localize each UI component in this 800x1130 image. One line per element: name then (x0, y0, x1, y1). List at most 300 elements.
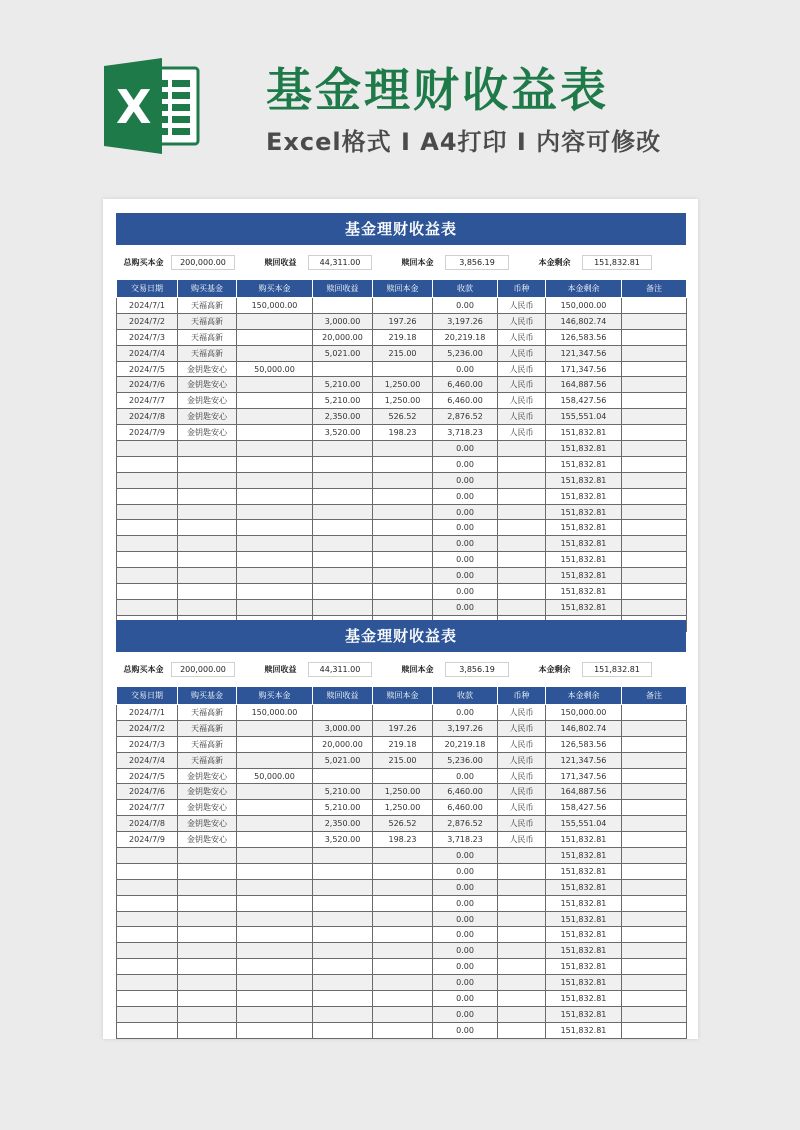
cell-trade-date[interactable] (117, 879, 178, 895)
cell-receipt[interactable]: 0.00 (433, 599, 498, 615)
cell-redeemed-income[interactable] (313, 959, 373, 975)
cell-receipt[interactable]: 6,460.00 (433, 784, 498, 800)
cell-remarks[interactable] (622, 720, 687, 736)
cell-remarks[interactable] (622, 943, 687, 959)
cell-redeemed-principal[interactable] (373, 895, 433, 911)
cell-remaining-principal[interactable]: 158,427.56 (546, 393, 622, 409)
cell-fund-name[interactable] (178, 943, 237, 959)
cell-fund-name[interactable] (178, 599, 237, 615)
cell-redeemed-income[interactable] (313, 927, 373, 943)
cell-fund-name[interactable]: 金钥匙安心 (178, 377, 237, 393)
cell-trade-date[interactable] (117, 488, 178, 504)
cell-purchase-principal[interactable] (237, 943, 313, 959)
cell-trade-date[interactable] (117, 895, 178, 911)
column-header-fund-name[interactable]: 购买基金 (178, 687, 237, 705)
cell-redeemed-income[interactable]: 3,520.00 (313, 832, 373, 848)
column-header-remarks[interactable]: 备注 (622, 280, 687, 298)
cell-purchase-principal[interactable] (237, 863, 313, 879)
cell-purchase-principal[interactable] (237, 895, 313, 911)
cell-redeemed-income[interactable] (313, 879, 373, 895)
cell-remaining-principal[interactable]: 158,427.56 (546, 800, 622, 816)
cell-redeemed-income[interactable]: 5,210.00 (313, 393, 373, 409)
cell-trade-date[interactable] (117, 991, 178, 1007)
cell-purchase-principal[interactable] (237, 752, 313, 768)
cell-remaining-principal[interactable]: 150,000.00 (546, 298, 622, 314)
cell-remarks[interactable] (622, 991, 687, 1007)
cell-receipt[interactable]: 20,219.18 (433, 329, 498, 345)
cell-remarks[interactable] (622, 488, 687, 504)
cell-receipt[interactable]: 3,718.23 (433, 832, 498, 848)
cell-receipt[interactable]: 0.00 (433, 552, 498, 568)
cell-receipt[interactable]: 0.00 (433, 584, 498, 600)
summary-value-redeemed-income[interactable]: 44,311.00 (308, 662, 372, 677)
cell-trade-date[interactable]: 2024/7/3 (117, 736, 178, 752)
cell-remarks[interactable] (622, 425, 687, 441)
cell-redeemed-income[interactable]: 5,210.00 (313, 377, 373, 393)
cell-purchase-principal[interactable] (237, 568, 313, 584)
cell-redeemed-income[interactable] (313, 705, 373, 721)
cell-receipt[interactable]: 0.00 (433, 456, 498, 472)
cell-receipt[interactable]: 0.00 (433, 568, 498, 584)
cell-trade-date[interactable]: 2024/7/2 (117, 720, 178, 736)
cell-remarks[interactable] (622, 784, 687, 800)
cell-remaining-principal[interactable]: 146,802.74 (546, 720, 622, 736)
cell-redeemed-principal[interactable] (373, 520, 433, 536)
cell-redeemed-principal[interactable] (373, 863, 433, 879)
cell-purchase-principal[interactable] (237, 345, 313, 361)
cell-remarks[interactable] (622, 520, 687, 536)
cell-trade-date[interactable]: 2024/7/2 (117, 313, 178, 329)
cell-receipt[interactable]: 0.00 (433, 1022, 498, 1038)
cell-receipt[interactable]: 5,236.00 (433, 345, 498, 361)
cell-currency[interactable] (498, 975, 546, 991)
cell-redeemed-income[interactable]: 3,520.00 (313, 425, 373, 441)
cell-remaining-principal[interactable]: 151,832.81 (546, 863, 622, 879)
cell-receipt[interactable]: 0.00 (433, 536, 498, 552)
cell-redeemed-principal[interactable]: 215.00 (373, 752, 433, 768)
cell-receipt[interactable]: 0.00 (433, 361, 498, 377)
cell-purchase-principal[interactable] (237, 377, 313, 393)
cell-remarks[interactable] (622, 736, 687, 752)
cell-redeemed-income[interactable] (313, 1006, 373, 1022)
cell-purchase-principal[interactable] (237, 959, 313, 975)
cell-fund-name[interactable] (178, 895, 237, 911)
cell-currency[interactable]: 人民币 (498, 800, 546, 816)
summary-value-redeemed-income[interactable]: 44,311.00 (308, 255, 372, 270)
cell-currency[interactable]: 人民币 (498, 329, 546, 345)
cell-purchase-principal[interactable]: 150,000.00 (237, 298, 313, 314)
cell-currency[interactable]: 人民币 (498, 298, 546, 314)
cell-remarks[interactable] (622, 832, 687, 848)
cell-fund-name[interactable] (178, 536, 237, 552)
cell-redeemed-principal[interactable] (373, 568, 433, 584)
column-header-receipt[interactable]: 收款 (433, 687, 498, 705)
cell-redeemed-income[interactable]: 2,350.00 (313, 816, 373, 832)
cell-remaining-principal[interactable]: 151,832.81 (546, 879, 622, 895)
cell-receipt[interactable]: 2,876.52 (433, 409, 498, 425)
cell-remaining-principal[interactable]: 151,832.81 (546, 1022, 622, 1038)
cell-trade-date[interactable] (117, 599, 178, 615)
cell-currency[interactable] (498, 568, 546, 584)
cell-remaining-principal[interactable]: 151,832.81 (546, 1006, 622, 1022)
cell-redeemed-income[interactable] (313, 1022, 373, 1038)
cell-trade-date[interactable] (117, 959, 178, 975)
cell-remarks[interactable] (622, 1006, 687, 1022)
cell-remarks[interactable] (622, 409, 687, 425)
cell-redeemed-principal[interactable]: 1,250.00 (373, 784, 433, 800)
cell-receipt[interactable]: 0.00 (433, 298, 498, 314)
cell-remaining-principal[interactable]: 151,832.81 (546, 472, 622, 488)
cell-fund-name[interactable]: 天福高新 (178, 752, 237, 768)
cell-remarks[interactable] (622, 504, 687, 520)
cell-receipt[interactable]: 0.00 (433, 911, 498, 927)
cell-fund-name[interactable] (178, 472, 237, 488)
cell-redeemed-income[interactable] (313, 975, 373, 991)
cell-receipt[interactable]: 2,876.52 (433, 816, 498, 832)
cell-fund-name[interactable] (178, 927, 237, 943)
cell-currency[interactable] (498, 504, 546, 520)
cell-currency[interactable]: 人民币 (498, 393, 546, 409)
cell-fund-name[interactable] (178, 911, 237, 927)
cell-trade-date[interactable]: 2024/7/4 (117, 752, 178, 768)
cell-redeemed-principal[interactable] (373, 298, 433, 314)
cell-receipt[interactable]: 6,460.00 (433, 377, 498, 393)
cell-remaining-principal[interactable]: 151,832.81 (546, 599, 622, 615)
cell-purchase-principal[interactable] (237, 736, 313, 752)
cell-redeemed-principal[interactable]: 198.23 (373, 425, 433, 441)
cell-redeemed-income[interactable] (313, 552, 373, 568)
cell-remarks[interactable] (622, 393, 687, 409)
cell-redeemed-principal[interactable] (373, 1006, 433, 1022)
cell-fund-name[interactable] (178, 552, 237, 568)
cell-trade-date[interactable]: 2024/7/5 (117, 768, 178, 784)
cell-trade-date[interactable] (117, 975, 178, 991)
cell-fund-name[interactable]: 天福高新 (178, 736, 237, 752)
column-header-currency[interactable]: 币种 (498, 280, 546, 298)
cell-redeemed-income[interactable]: 20,000.00 (313, 736, 373, 752)
cell-trade-date[interactable] (117, 536, 178, 552)
cell-trade-date[interactable] (117, 863, 178, 879)
cell-redeemed-principal[interactable]: 526.52 (373, 816, 433, 832)
cell-fund-name[interactable]: 天福高新 (178, 313, 237, 329)
cell-purchase-principal[interactable] (237, 599, 313, 615)
cell-receipt[interactable]: 0.00 (433, 991, 498, 1007)
cell-purchase-principal[interactable] (237, 520, 313, 536)
cell-remaining-principal[interactable]: 126,583.56 (546, 736, 622, 752)
cell-redeemed-principal[interactable]: 197.26 (373, 720, 433, 736)
cell-trade-date[interactable]: 2024/7/8 (117, 409, 178, 425)
cell-currency[interactable] (498, 848, 546, 864)
cell-currency[interactable] (498, 1022, 546, 1038)
cell-currency[interactable] (498, 927, 546, 943)
cell-currency[interactable] (498, 991, 546, 1007)
cell-currency[interactable] (498, 943, 546, 959)
cell-purchase-principal[interactable] (237, 911, 313, 927)
cell-currency[interactable]: 人民币 (498, 768, 546, 784)
cell-currency[interactable] (498, 863, 546, 879)
column-header-fund-name[interactable]: 购买基金 (178, 280, 237, 298)
cell-remarks[interactable] (622, 599, 687, 615)
summary-value-remaining-principal[interactable]: 151,832.81 (582, 662, 652, 677)
summary-value-redeemed-principal[interactable]: 3,856.19 (445, 662, 509, 677)
cell-currency[interactable] (498, 520, 546, 536)
cell-remaining-principal[interactable]: 150,000.00 (546, 705, 622, 721)
cell-redeemed-income[interactable]: 2,350.00 (313, 409, 373, 425)
cell-purchase-principal[interactable] (237, 425, 313, 441)
cell-remarks[interactable] (622, 816, 687, 832)
cell-currency[interactable]: 人民币 (498, 377, 546, 393)
cell-remarks[interactable] (622, 848, 687, 864)
cell-remarks[interactable] (622, 879, 687, 895)
cell-fund-name[interactable]: 金钥匙安心 (178, 784, 237, 800)
cell-trade-date[interactable]: 2024/7/1 (117, 298, 178, 314)
cell-purchase-principal[interactable] (237, 488, 313, 504)
cell-redeemed-income[interactable] (313, 848, 373, 864)
cell-redeemed-income[interactable] (313, 488, 373, 504)
cell-trade-date[interactable]: 2024/7/6 (117, 377, 178, 393)
cell-redeemed-principal[interactable]: 219.18 (373, 736, 433, 752)
cell-purchase-principal[interactable]: 50,000.00 (237, 768, 313, 784)
cell-redeemed-income[interactable] (313, 361, 373, 377)
cell-remaining-principal[interactable]: 151,832.81 (546, 536, 622, 552)
cell-currency[interactable] (498, 959, 546, 975)
cell-remarks[interactable] (622, 456, 687, 472)
cell-trade-date[interactable]: 2024/7/4 (117, 345, 178, 361)
cell-redeemed-income[interactable]: 5,021.00 (313, 752, 373, 768)
cell-remaining-principal[interactable]: 164,887.56 (546, 377, 622, 393)
cell-redeemed-principal[interactable]: 215.00 (373, 345, 433, 361)
cell-trade-date[interactable]: 2024/7/5 (117, 361, 178, 377)
cell-redeemed-income[interactable] (313, 599, 373, 615)
cell-trade-date[interactable]: 2024/7/1 (117, 705, 178, 721)
cell-remaining-principal[interactable]: 121,347.56 (546, 752, 622, 768)
cell-receipt[interactable]: 0.00 (433, 472, 498, 488)
cell-remaining-principal[interactable]: 151,832.81 (546, 456, 622, 472)
cell-remarks[interactable] (622, 1022, 687, 1038)
cell-remarks[interactable] (622, 345, 687, 361)
cell-purchase-principal[interactable] (237, 1006, 313, 1022)
cell-currency[interactable] (498, 879, 546, 895)
cell-purchase-principal[interactable] (237, 1022, 313, 1038)
cell-remaining-principal[interactable]: 151,832.81 (546, 520, 622, 536)
cell-trade-date[interactable] (117, 441, 178, 457)
cell-fund-name[interactable] (178, 568, 237, 584)
summary-value-redeemed-principal[interactable]: 3,856.19 (445, 255, 509, 270)
cell-redeemed-principal[interactable] (373, 584, 433, 600)
cell-currency[interactable]: 人民币 (498, 784, 546, 800)
cell-purchase-principal[interactable] (237, 441, 313, 457)
cell-fund-name[interactable]: 金钥匙安心 (178, 768, 237, 784)
cell-redeemed-income[interactable] (313, 911, 373, 927)
cell-remarks[interactable] (622, 768, 687, 784)
cell-fund-name[interactable]: 天福高新 (178, 720, 237, 736)
cell-fund-name[interactable]: 金钥匙安心 (178, 361, 237, 377)
cell-purchase-principal[interactable] (237, 472, 313, 488)
cell-remarks[interactable] (622, 377, 687, 393)
cell-receipt[interactable]: 0.00 (433, 879, 498, 895)
cell-redeemed-principal[interactable] (373, 504, 433, 520)
cell-currency[interactable] (498, 599, 546, 615)
cell-redeemed-principal[interactable]: 1,250.00 (373, 393, 433, 409)
cell-redeemed-income[interactable] (313, 456, 373, 472)
cell-redeemed-income[interactable]: 5,210.00 (313, 800, 373, 816)
cell-currency[interactable]: 人民币 (498, 752, 546, 768)
cell-fund-name[interactable] (178, 1022, 237, 1038)
cell-trade-date[interactable]: 2024/7/6 (117, 784, 178, 800)
cell-remarks[interactable] (622, 911, 687, 927)
cell-trade-date[interactable]: 2024/7/9 (117, 425, 178, 441)
cell-remarks[interactable] (622, 441, 687, 457)
cell-receipt[interactable]: 0.00 (433, 488, 498, 504)
cell-currency[interactable] (498, 584, 546, 600)
cell-currency[interactable] (498, 456, 546, 472)
cell-receipt[interactable]: 0.00 (433, 943, 498, 959)
cell-fund-name[interactable]: 天福高新 (178, 298, 237, 314)
cell-redeemed-principal[interactable]: 197.26 (373, 313, 433, 329)
cell-trade-date[interactable] (117, 520, 178, 536)
cell-trade-date[interactable] (117, 472, 178, 488)
cell-receipt[interactable]: 6,460.00 (433, 393, 498, 409)
cell-trade-date[interactable]: 2024/7/7 (117, 800, 178, 816)
cell-remarks[interactable] (622, 552, 687, 568)
cell-redeemed-principal[interactable]: 1,250.00 (373, 800, 433, 816)
cell-purchase-principal[interactable] (237, 832, 313, 848)
cell-redeemed-principal[interactable]: 219.18 (373, 329, 433, 345)
cell-redeemed-principal[interactable] (373, 768, 433, 784)
cell-redeemed-income[interactable] (313, 943, 373, 959)
cell-trade-date[interactable] (117, 911, 178, 927)
cell-remaining-principal[interactable]: 151,832.81 (546, 552, 622, 568)
cell-receipt[interactable]: 0.00 (433, 504, 498, 520)
cell-remaining-principal[interactable]: 151,832.81 (546, 425, 622, 441)
cell-fund-name[interactable]: 金钥匙安心 (178, 409, 237, 425)
cell-remarks[interactable] (622, 584, 687, 600)
cell-redeemed-principal[interactable]: 526.52 (373, 409, 433, 425)
cell-remaining-principal[interactable]: 151,832.81 (546, 959, 622, 975)
column-header-redeemed-income[interactable]: 赎回收益 (313, 687, 373, 705)
cell-currency[interactable]: 人民币 (498, 345, 546, 361)
cell-remarks[interactable] (622, 895, 687, 911)
cell-redeemed-principal[interactable] (373, 911, 433, 927)
cell-trade-date[interactable]: 2024/7/7 (117, 393, 178, 409)
cell-redeemed-income[interactable]: 20,000.00 (313, 329, 373, 345)
cell-redeemed-principal[interactable] (373, 441, 433, 457)
cell-remarks[interactable] (622, 752, 687, 768)
column-header-redeemed-income[interactable]: 赎回收益 (313, 280, 373, 298)
cell-trade-date[interactable] (117, 504, 178, 520)
cell-remarks[interactable] (622, 863, 687, 879)
cell-fund-name[interactable]: 金钥匙安心 (178, 816, 237, 832)
cell-remarks[interactable] (622, 298, 687, 314)
cell-redeemed-principal[interactable] (373, 456, 433, 472)
summary-value-total-principal[interactable]: 200,000.00 (171, 255, 235, 270)
cell-purchase-principal[interactable] (237, 927, 313, 943)
column-header-redeemed-principal[interactable]: 赎回本金 (373, 687, 433, 705)
column-header-purchase-principal[interactable]: 购买本金 (237, 280, 313, 298)
cell-remaining-principal[interactable]: 151,832.81 (546, 975, 622, 991)
cell-fund-name[interactable] (178, 504, 237, 520)
cell-trade-date[interactable] (117, 927, 178, 943)
cell-redeemed-income[interactable] (313, 536, 373, 552)
cell-trade-date[interactable] (117, 943, 178, 959)
cell-remarks[interactable] (622, 705, 687, 721)
cell-receipt[interactable]: 0.00 (433, 959, 498, 975)
cell-currency[interactable]: 人民币 (498, 720, 546, 736)
cell-trade-date[interactable] (117, 848, 178, 864)
cell-remaining-principal[interactable]: 151,832.81 (546, 895, 622, 911)
cell-fund-name[interactable] (178, 879, 237, 895)
cell-purchase-principal[interactable] (237, 552, 313, 568)
cell-currency[interactable] (498, 441, 546, 457)
cell-fund-name[interactable] (178, 959, 237, 975)
cell-fund-name[interactable] (178, 863, 237, 879)
cell-fund-name[interactable]: 天福高新 (178, 345, 237, 361)
cell-remarks[interactable] (622, 568, 687, 584)
cell-fund-name[interactable]: 金钥匙安心 (178, 832, 237, 848)
cell-redeemed-income[interactable] (313, 504, 373, 520)
cell-redeemed-income[interactable] (313, 863, 373, 879)
cell-fund-name[interactable] (178, 848, 237, 864)
column-header-remaining-principal[interactable]: 本金剩余 (546, 280, 622, 298)
summary-value-remaining-principal[interactable]: 151,832.81 (582, 255, 652, 270)
cell-receipt[interactable]: 3,197.26 (433, 313, 498, 329)
cell-remaining-principal[interactable]: 151,832.81 (546, 911, 622, 927)
cell-fund-name[interactable] (178, 991, 237, 1007)
cell-fund-name[interactable]: 天福高新 (178, 329, 237, 345)
cell-fund-name[interactable]: 金钥匙安心 (178, 393, 237, 409)
cell-redeemed-principal[interactable] (373, 552, 433, 568)
cell-fund-name[interactable] (178, 1006, 237, 1022)
cell-redeemed-income[interactable] (313, 768, 373, 784)
column-header-remaining-principal[interactable]: 本金剩余 (546, 687, 622, 705)
cell-receipt[interactable]: 0.00 (433, 975, 498, 991)
cell-currency[interactable]: 人民币 (498, 736, 546, 752)
cell-trade-date[interactable] (117, 568, 178, 584)
cell-currency[interactable] (498, 552, 546, 568)
cell-purchase-principal[interactable] (237, 879, 313, 895)
cell-receipt[interactable]: 0.00 (433, 848, 498, 864)
cell-redeemed-income[interactable]: 5,021.00 (313, 345, 373, 361)
column-header-receipt[interactable]: 收款 (433, 280, 498, 298)
cell-currency[interactable]: 人民币 (498, 361, 546, 377)
cell-remarks[interactable] (622, 361, 687, 377)
cell-redeemed-principal[interactable] (373, 927, 433, 943)
cell-fund-name[interactable] (178, 520, 237, 536)
column-header-currency[interactable]: 币种 (498, 687, 546, 705)
cell-currency[interactable]: 人民币 (498, 816, 546, 832)
cell-redeemed-income[interactable]: 3,000.00 (313, 313, 373, 329)
cell-redeemed-income[interactable]: 5,210.00 (313, 784, 373, 800)
cell-receipt[interactable]: 20,219.18 (433, 736, 498, 752)
cell-redeemed-principal[interactable] (373, 599, 433, 615)
cell-purchase-principal[interactable] (237, 975, 313, 991)
cell-remarks[interactable] (622, 959, 687, 975)
cell-redeemed-income[interactable] (313, 472, 373, 488)
cell-remaining-principal[interactable]: 151,832.81 (546, 832, 622, 848)
cell-remaining-principal[interactable]: 126,583.56 (546, 329, 622, 345)
cell-receipt[interactable]: 3,197.26 (433, 720, 498, 736)
cell-purchase-principal[interactable] (237, 848, 313, 864)
column-header-redeemed-principal[interactable]: 赎回本金 (373, 280, 433, 298)
cell-currency[interactable] (498, 911, 546, 927)
cell-currency[interactable]: 人民币 (498, 832, 546, 848)
cell-redeemed-principal[interactable] (373, 1022, 433, 1038)
cell-remaining-principal[interactable]: 151,832.81 (546, 441, 622, 457)
cell-fund-name[interactable] (178, 456, 237, 472)
cell-redeemed-principal[interactable] (373, 975, 433, 991)
cell-fund-name[interactable]: 天福高新 (178, 705, 237, 721)
cell-remaining-principal[interactable]: 164,887.56 (546, 784, 622, 800)
